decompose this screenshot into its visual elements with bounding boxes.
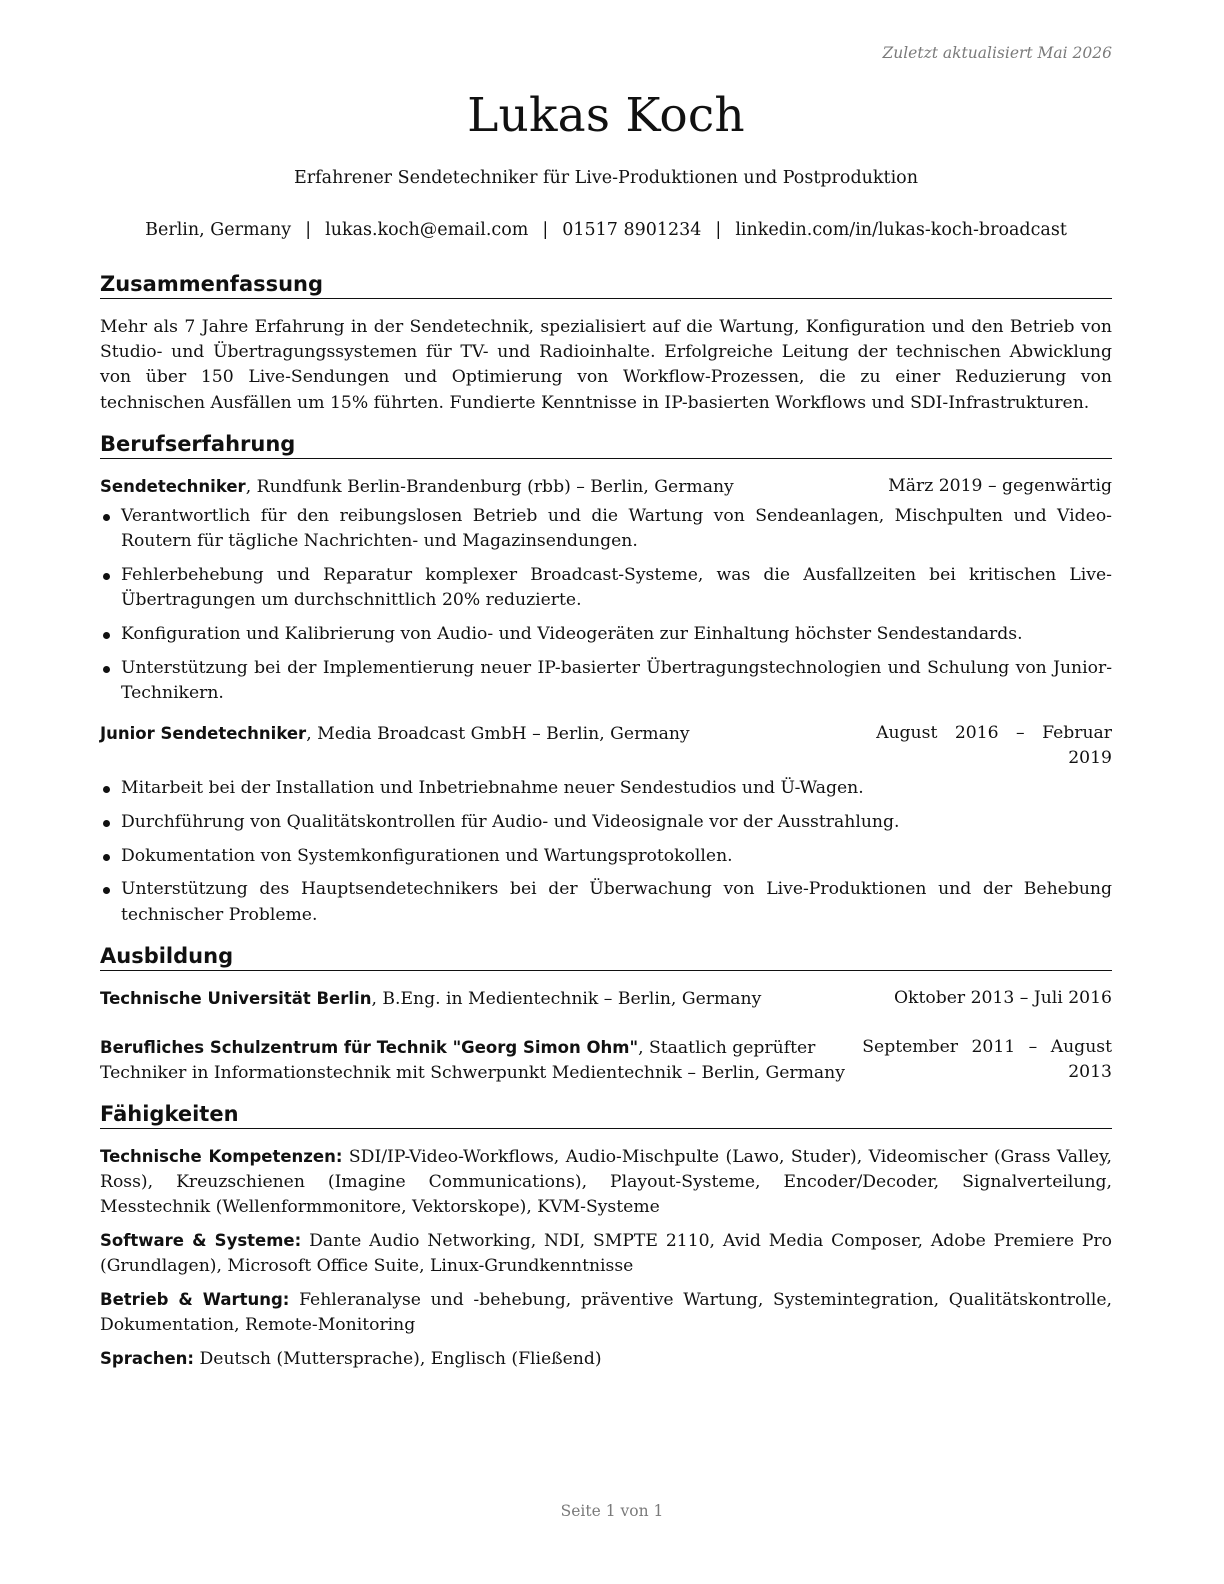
skill-text: SDI/IP-Video-Workflows, Audio-Mischpulte (Lawo, Studer), Videomischer (Grass Valley, Ross), Kreuzschienen (Imagine Communications), Playout-Systeme, Encoder/Decoder, Signalverteilung, Messtechnik (Wellenformmonitore, Vektorskope), KVM-Systeme bbox=[100, 1147, 1112, 1218]
bullet-icon bbox=[103, 666, 110, 673]
list-item: Mitarbeit bei der Installation und Inbetriebnahme neuer Sendestudios und Ü-Wagen. bbox=[100, 776, 1112, 801]
job-dates: August 2016 – Februar 2019 bbox=[876, 723, 1112, 769]
job-organization: , Media Broadcast GmbH – Berlin, Germany bbox=[306, 724, 690, 744]
section-title-experience: Berufserfahrung bbox=[100, 431, 1112, 459]
bullet-icon bbox=[103, 514, 110, 521]
list-item: Fehlerbehebung und Reparatur komplexer Broadcast-Systeme, was die Ausfallzeiten bei kritischen Live-Übertragungen um durchschnittlich 20% reduzierte. bbox=[100, 563, 1112, 613]
education-title-line bbox=[100, 1035, 880, 1086]
skill-text: Fehleranalyse und -behebung, präventive Wartung, Systemintegration, Qualitätskontrolle, Dokumentation, Remote-Monitoring bbox=[100, 1290, 1112, 1336]
summary-text: Mehr als 7 Jahre Erfahrung in der Sendetechnik, spezialisiert auf die Wartung, Konfiguration und den Betrieb von Studio- und Übertragungssystemen für TV- und Radioinhalte. Erfolgreiche Leitung der technischen Abwicklung von über 150 Live-Sendungen und Optimierung von Workflow-Prozessen, die zu einer Reduzierung von technischen Ausfällen um 15% führten. Fundierte Kenntnisse in IP-basierten Workflows und SDI-Infrastrukturen. bbox=[100, 317, 1112, 413]
skill-text: Dante Audio Networking, NDI, SMPTE 2110, Avid Media Composer, Adobe Premiere Pro (Grundlagen), Microsoft Office Suite, Linux-Grundkenntnisse bbox=[100, 1231, 1112, 1277]
education-title-line bbox=[100, 986, 860, 1012]
job-organization: , Rundfunk Berlin-Brandenburg (rbb) – Berlin, Germany bbox=[245, 477, 734, 497]
job-role: Sendetechniker bbox=[100, 477, 246, 496]
section-title-skills: Fähigkeiten bbox=[100, 1101, 1112, 1129]
contact-separator: | bbox=[715, 220, 722, 240]
section-title-education: Ausbildung bbox=[100, 943, 1112, 971]
education-detail: , Staatlich geprüfter Techniker in Informationstechnik mit Schwerpunkt Medientechnik – Berlin, Germany bbox=[100, 1038, 845, 1084]
contact-line bbox=[100, 220, 1112, 240]
bullet-icon bbox=[103, 887, 110, 894]
skill-group bbox=[100, 1287, 1112, 1338]
candidate-tagline: Erfahrener Sendetechniker für Live-Produktionen und Postproduktion bbox=[294, 168, 918, 188]
skill-group bbox=[100, 1346, 1112, 1372]
bullet-icon bbox=[103, 820, 110, 827]
contact-separator: | bbox=[542, 220, 549, 240]
page-number: Seite 1 von 1 bbox=[560, 1502, 664, 1520]
job-title-line bbox=[100, 721, 860, 747]
skill-label: Software & Systeme: bbox=[100, 1231, 302, 1250]
skill-text: Deutsch (Muttersprache), Englisch (Fließend) bbox=[199, 1349, 602, 1369]
list-item: Konfiguration und Kalibrierung von Audio- und Videogeräten zur Einhaltung höchster Sendestandards. bbox=[100, 622, 1112, 647]
contact-phone[interactable]: 01517 8901234 bbox=[562, 220, 702, 240]
contact-separator: | bbox=[305, 220, 312, 240]
last-updated-note: Zuletzt aktualisiert Mai 2026 bbox=[882, 44, 1112, 62]
job-bullet-list bbox=[100, 504, 1112, 715]
list-item: Unterstützung bei der Implementierung neuer IP-basierter Übertragungstechnologien und Schulung von Junior-Technikern. bbox=[100, 656, 1112, 706]
skill-group bbox=[100, 1144, 1112, 1221]
skill-label: Sprachen: bbox=[100, 1349, 195, 1368]
job-bullet-list bbox=[100, 776, 1112, 936]
bullet-icon bbox=[103, 573, 110, 580]
list-item: Verantwortlich für den reibungslosen Betrieb und die Wartung von Sendeanlagen, Mischpulten und Video-Routern für tägliche Nachrichten- und Magazinsendungen. bbox=[100, 504, 1112, 554]
job-dates: März 2019 – gegenwärtig bbox=[888, 476, 1112, 496]
bullet-icon bbox=[103, 854, 110, 861]
contact-location: Berlin, Germany bbox=[145, 220, 292, 240]
job-role: Junior Sendetechniker bbox=[100, 724, 307, 743]
job-title-line bbox=[100, 474, 860, 500]
skill-group bbox=[100, 1228, 1112, 1279]
list-item: Durchführung von Qualitätskontrollen für Audio- und Videosignale vor der Ausstrahlung. bbox=[100, 810, 1112, 835]
skill-label: Technische Kompetenzen: bbox=[100, 1147, 343, 1166]
section-title-summary: Zusammenfassung bbox=[100, 271, 1112, 299]
contact-linkedin[interactable]: linkedin.com/in/lukas-koch-broadcast bbox=[735, 220, 1067, 240]
education-school: Berufliches Schulzentrum für Technik "Georg Simon Ohm" bbox=[100, 1038, 639, 1057]
bullet-icon bbox=[103, 786, 110, 793]
bullet-icon bbox=[103, 632, 110, 639]
list-item: Unterstützung des Hauptsendetechnikers bei der Überwachung von Live-Produktionen und der Behebung technischer Probleme. bbox=[100, 877, 1112, 927]
education-school: Technische Universität Berlin bbox=[100, 989, 372, 1008]
education-dates: Oktober 2013 – Juli 2016 bbox=[893, 988, 1112, 1008]
candidate-name: Lukas Koch bbox=[467, 88, 745, 143]
education-dates: September 2011 – August 2013 bbox=[862, 1037, 1112, 1083]
list-item: Dokumentation von Systemkonfigurationen und Wartungsprotokollen. bbox=[100, 844, 1112, 869]
skill-label: Betrieb & Wartung: bbox=[100, 1290, 290, 1309]
education-detail: , B.Eng. in Medientechnik – Berlin, Germany bbox=[371, 989, 762, 1009]
contact-email[interactable]: lukas.koch@email.com bbox=[325, 220, 529, 240]
